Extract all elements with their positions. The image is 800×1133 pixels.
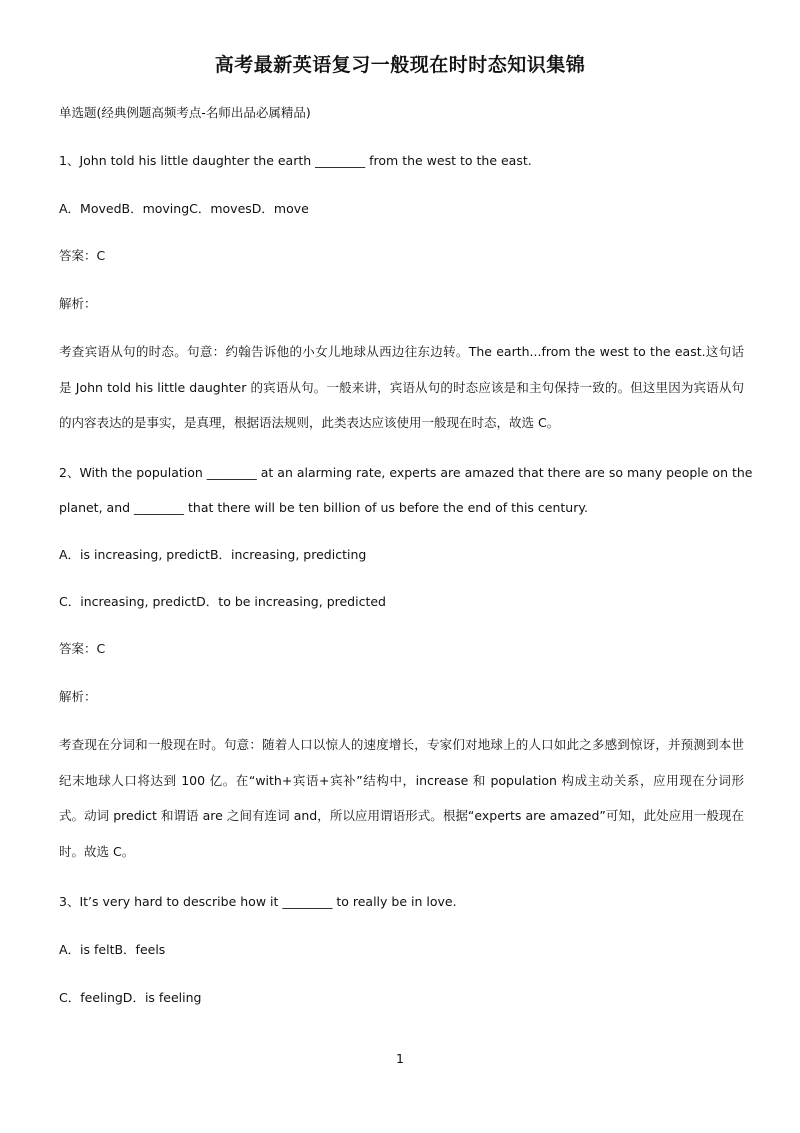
section-subtitle: 单选题(经典例题高频考点-名师出品必属精品)	[59, 105, 311, 120]
page-title: 高考最新英语复习一般现在时时态知识集锦	[214, 54, 586, 76]
question-2-text-line-2: planet, and ________ that there will be ten billion of us before the end of this century.	[59, 500, 588, 515]
question-1-analysis: 考查宾语从句的时态。句意：约翰告诉他的小女儿地球从西边往东边转。The earth...from the west to the east.这句话是 John told his little daughter 的宾语从句。一般来讲，宾语从句的时态应该是和主句保持一致的。但这里因为宾语从句的内容表达的是事实，是真理，根据语法规则，此类表达应该使用一般现在时态，故选 C。	[59, 344, 744, 430]
question-2-analysis-label: 解析：	[59, 689, 97, 704]
question-1-answer: 答案：C	[59, 248, 106, 263]
question-1-analysis-label: 解析：	[59, 296, 97, 311]
question-3-options-line-1: A．is feltB．feels	[59, 942, 166, 957]
question-1-text: 1、John told his little daughter the earth ________ from the west to the east.	[59, 153, 532, 168]
question-3-text: 3、It’s very hard to describe how it ________ to really be in love.	[59, 894, 457, 909]
question-1-options: A．MovedB．movingC．movesD．move	[59, 201, 309, 216]
page-number: 1	[396, 1051, 404, 1066]
question-2-options-line-1: A．is increasing, predictB．increasing, predicting	[59, 547, 367, 562]
question-3-options-line-2: C．feelingD．is feeling	[59, 990, 202, 1005]
question-2-analysis: 考查现在分词和一般现在时。句意：随着人口以惊人的速度增长，专家们对地球上的人口如此之多感到惊讶，并预测到本世纪末地球人口将达到 100 亿。在“with+宾语+宾补”结构中，increase 和 population 构成主动关系，应用现在分词形式。动词 predict 和谓语 are 之间有连词 and，所以应用谓语形式。根据“experts are amazed”可知，此处应用一般现在时。故选 C。	[59, 737, 744, 859]
question-2-options-line-2: C．increasing, predictD．to be increasing, predicted	[59, 594, 386, 609]
question-2-text-line-1: 2、With the population ________ at an alarming rate, experts are amazed that there are so many people on the	[59, 465, 753, 480]
question-2-answer: 答案：C	[59, 641, 106, 656]
